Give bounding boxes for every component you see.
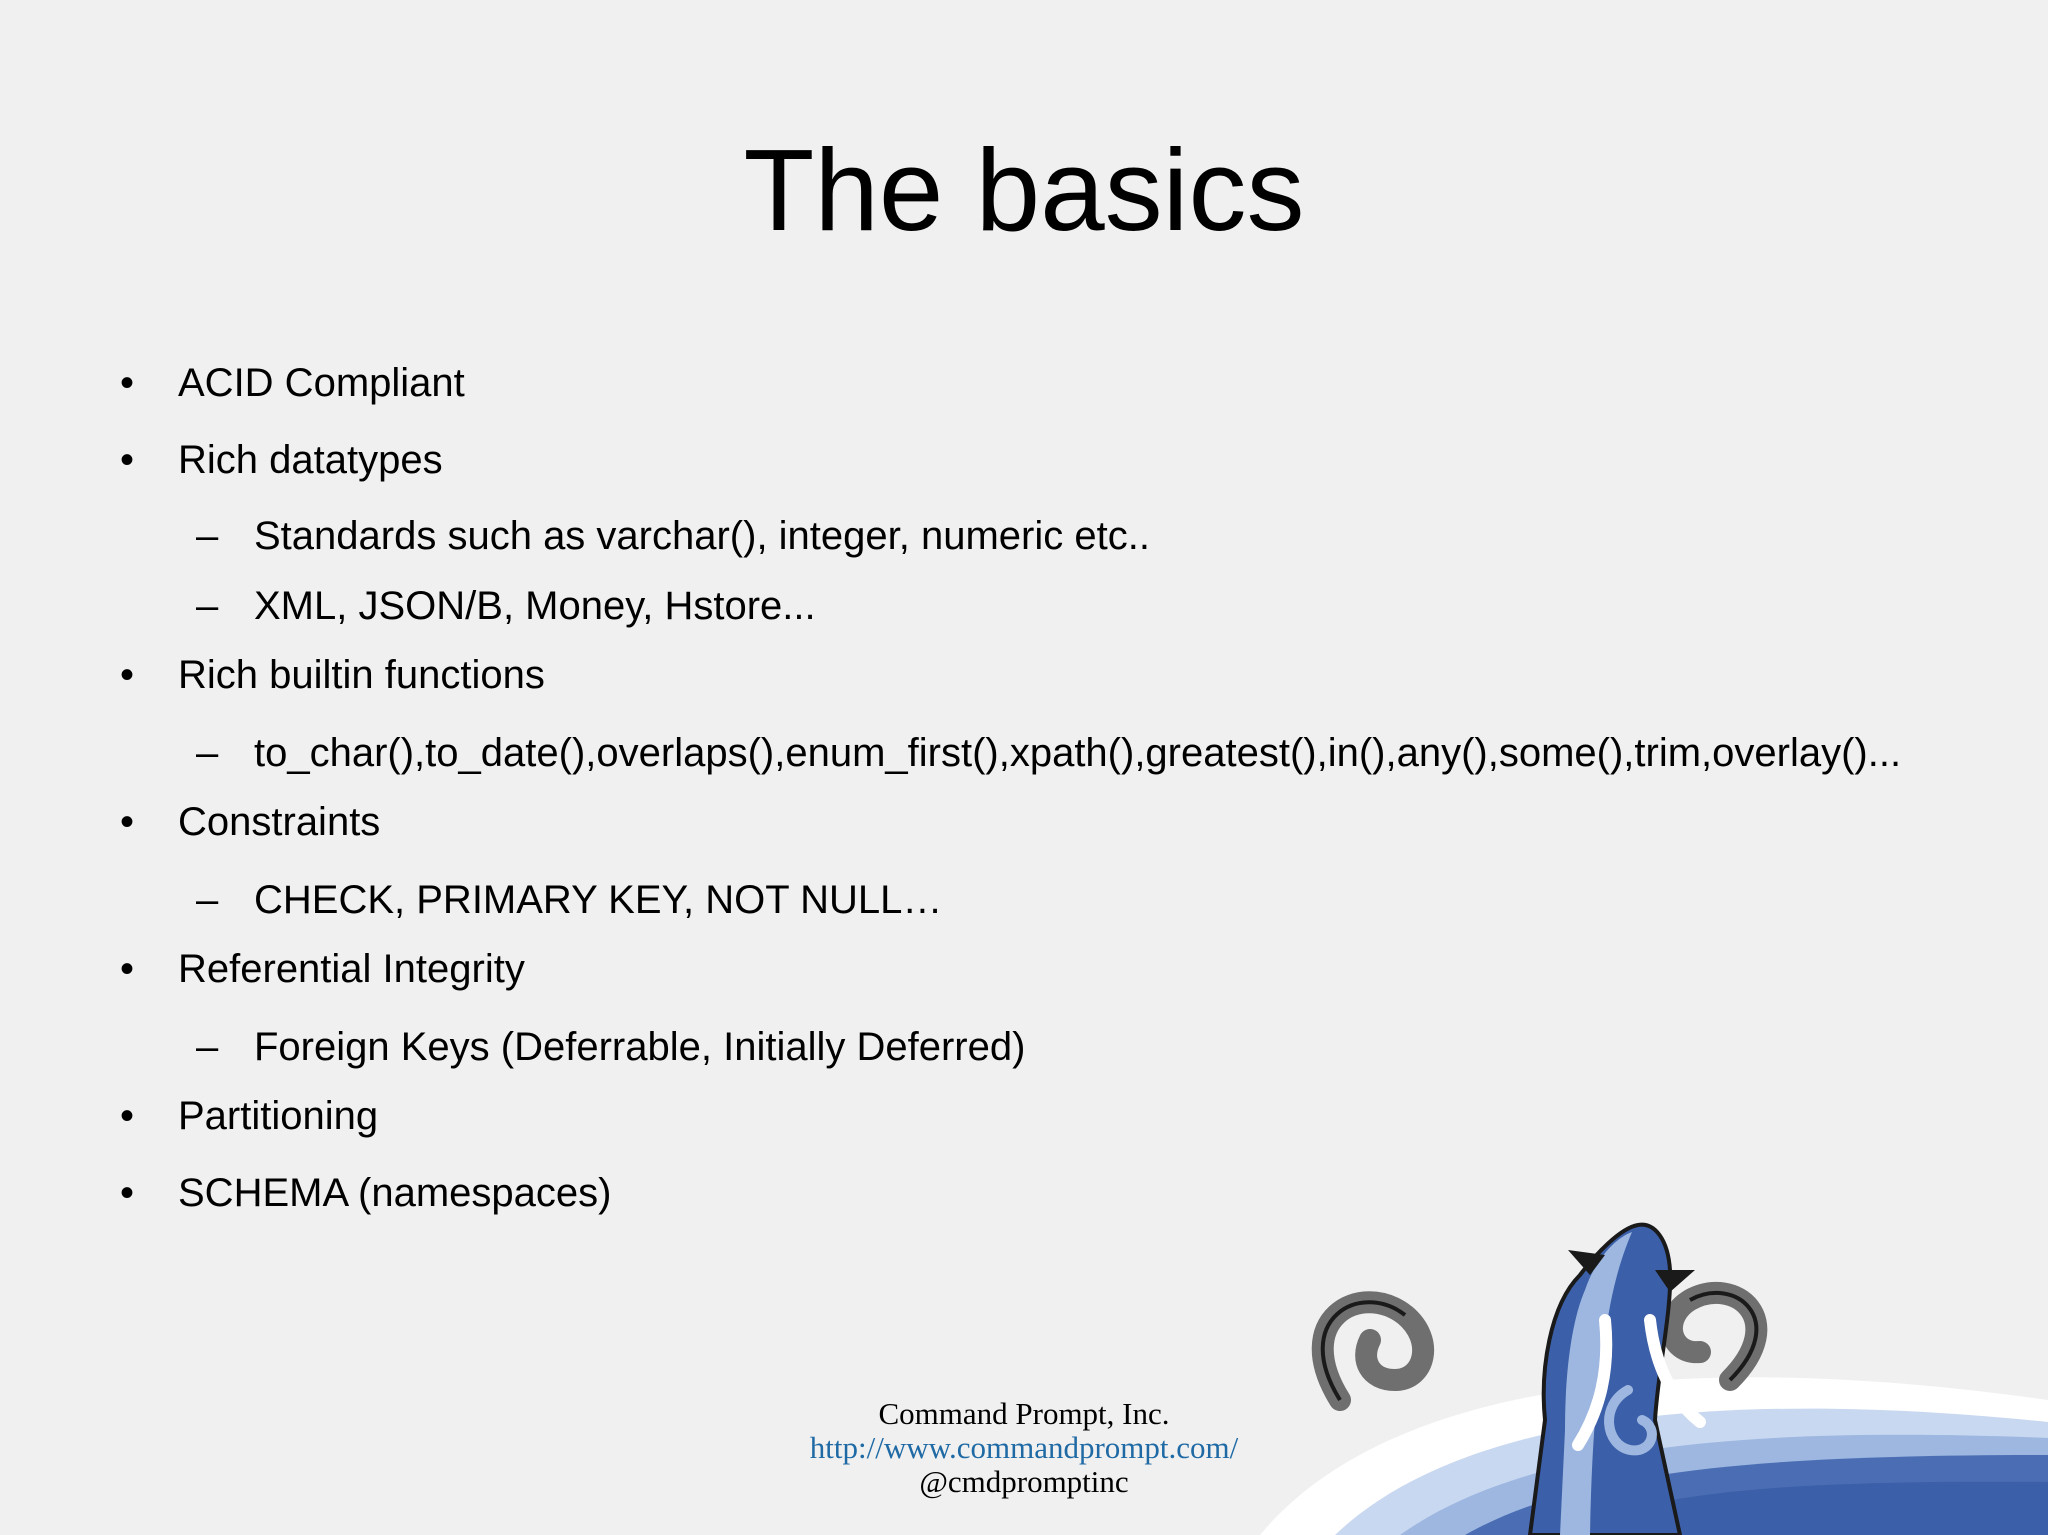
bullet-marker: • [120,1094,135,1138]
bullet-marker: • [120,947,135,991]
sub-bullet-text: Foreign Keys (Deferrable, Initially Deferred) [254,1025,1026,1069]
bullet-item [120,1092,379,1140]
bullet-marker: • [120,361,135,405]
footer [624,1397,1424,1499]
bullet-text: Rich datatypes [178,438,443,482]
sub-bullet-marker: – [196,1025,219,1069]
bullet-text: Rich builtin functions [178,653,545,697]
sub-bullet-text: XML, JSON/B, Money, Hstore... [254,584,816,628]
bullet-text: SCHEMA (namespaces) [178,1171,612,1215]
sub-bullet-marker: – [196,514,219,558]
sub-bullet-text: Standards such as varchar(), integer, numeric etc.. [254,514,1150,558]
sub-bullet-text: to_char(),to_date(),overlaps(),enum_first(),xpath(),greatest(),in(),any(),some(),trim,overlay()... [254,731,1902,775]
footer-handle: @cmdpromptinc [919,1464,1129,1499]
bullet-item [120,798,381,846]
bullet-marker: • [120,1171,135,1215]
sub-bullet-marker: – [196,878,219,922]
footer-url-link[interactable]: http://www.commandprompt.com/ [809,1430,1239,1465]
sub-bullet-item [196,1023,1026,1071]
bullet-text: Constraints [178,800,381,844]
bullet-item [120,651,545,699]
sub-bullet-text: CHECK, PRIMARY KEY, NOT NULL… [254,878,943,922]
bullet-text: Referential Integrity [178,947,525,991]
sub-bullet-marker: – [196,584,219,628]
bullet-item [120,945,525,993]
bullet-marker: • [120,800,135,844]
sub-bullet-item [196,876,943,924]
sub-bullet-item [196,512,1150,560]
footer-company: Command Prompt, Inc. [878,1396,1170,1431]
bullet-item [120,359,465,407]
bullet-marker: • [120,438,135,482]
bullet-text: Partitioning [178,1094,379,1138]
bullet-text: ACID Compliant [178,361,465,405]
slide-title: The basics [743,125,1305,255]
bullet-item [120,1169,612,1217]
sub-bullet-item [196,582,816,630]
bullet-marker: • [120,653,135,697]
sub-bullet-item [196,729,1902,777]
bullet-item [120,436,443,484]
sub-bullet-marker: – [196,731,219,775]
